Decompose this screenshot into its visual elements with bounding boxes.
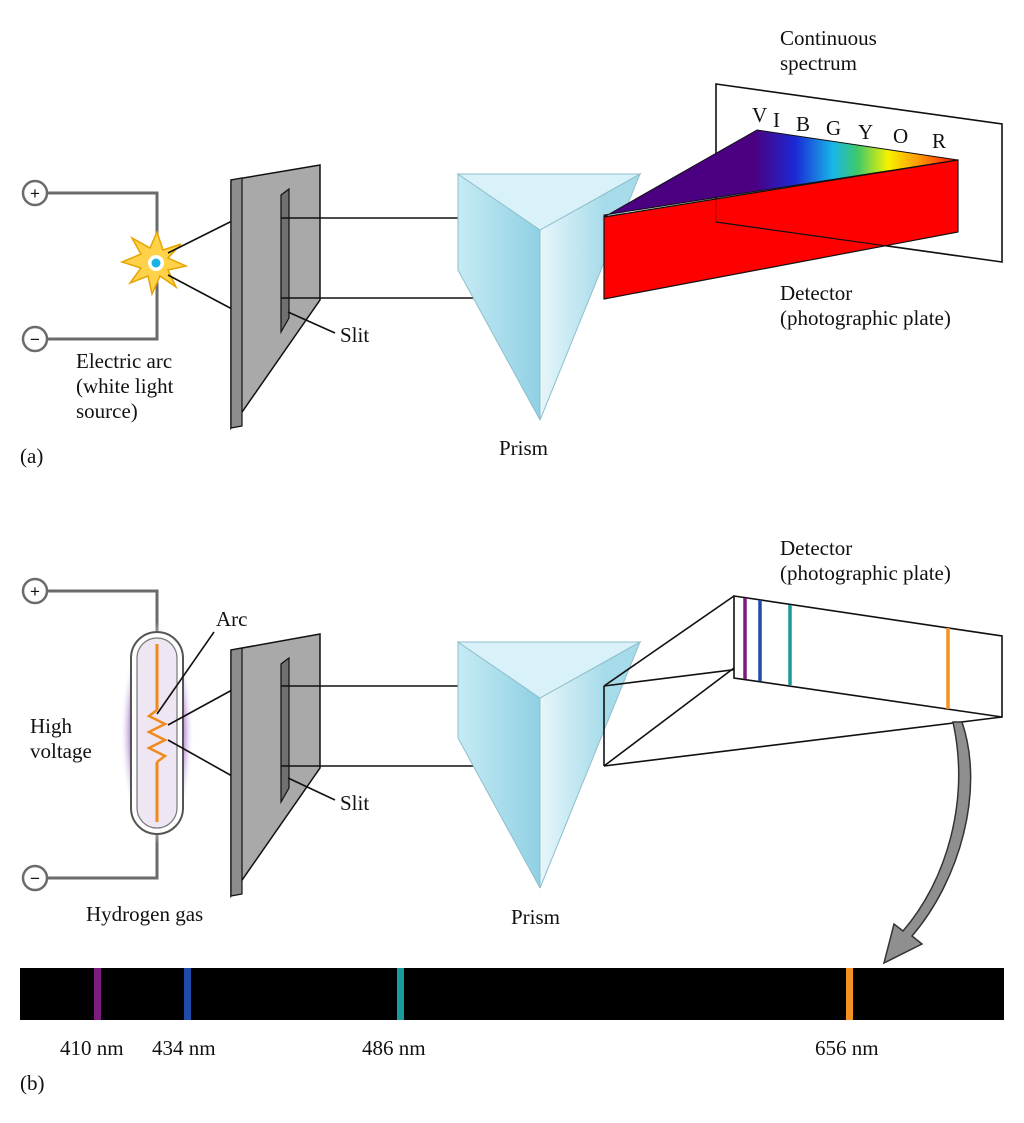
prism-label-b: Prism bbox=[511, 905, 561, 929]
slit-opening bbox=[281, 658, 289, 802]
source-label-line3: source) bbox=[76, 399, 138, 423]
detector-label-a-line1: Detector bbox=[780, 281, 853, 305]
color-letter: G bbox=[826, 116, 842, 140]
wavelength-label: 486 nm bbox=[362, 1036, 426, 1060]
color-letter: O bbox=[893, 124, 909, 148]
electric-arc-icon bbox=[122, 232, 186, 294]
color-letter: R bbox=[932, 129, 947, 153]
wavelength-label: 434 nm bbox=[152, 1036, 216, 1060]
detector-label-b-line2: (photographic plate) bbox=[780, 561, 951, 585]
spectrum-strip bbox=[20, 968, 1004, 1020]
spectrum-label-line1: Continuous bbox=[780, 26, 877, 50]
minus-symbol-b: − bbox=[30, 869, 40, 888]
continuous-spectrum bbox=[604, 130, 958, 299]
voltage-label-line1: High bbox=[30, 714, 72, 738]
detector-label-b-line1: Detector bbox=[780, 536, 853, 560]
beam-line bbox=[168, 221, 232, 253]
prism-label-a: Prism bbox=[499, 436, 549, 460]
spectrum-label-line2: spectrum bbox=[780, 51, 857, 75]
panel-a bbox=[20, 26, 1002, 468]
slit-plate-a bbox=[231, 165, 320, 428]
emission-line-486 bbox=[397, 968, 404, 1020]
slit-label-b: Slit bbox=[340, 791, 370, 815]
hydrogen-tube-icon bbox=[120, 622, 194, 844]
source-label-line2: (white light bbox=[76, 374, 174, 398]
gas-label: Hydrogen gas bbox=[86, 902, 204, 926]
slit-opening bbox=[281, 189, 289, 332]
plus-symbol-a: + bbox=[30, 184, 40, 203]
wavelength-label: 656 nm bbox=[815, 1036, 879, 1060]
voltage-label-line2: voltage bbox=[30, 739, 92, 763]
panel-a-tag: (a) bbox=[20, 444, 44, 468]
plus-symbol-b: + bbox=[30, 582, 40, 601]
color-letter: V bbox=[752, 103, 768, 127]
source-label-line1: Electric arc bbox=[76, 349, 173, 373]
curved-arrow-icon bbox=[884, 722, 971, 963]
emission-line-656 bbox=[846, 968, 853, 1020]
negative-wire-a bbox=[46, 282, 157, 339]
detector-plate-b bbox=[734, 596, 1002, 717]
detector-label-a-line2: (photographic plate) bbox=[780, 306, 951, 330]
wavelength-label: 410 nm bbox=[60, 1036, 124, 1060]
slit-plate-b bbox=[231, 634, 320, 896]
minus-symbol-a: − bbox=[30, 330, 40, 349]
panel-b bbox=[23, 536, 1002, 963]
color-letter: I bbox=[773, 108, 780, 132]
emission-line-410 bbox=[94, 968, 101, 1020]
slit-label-a: Slit bbox=[340, 323, 370, 347]
emission-spectrum bbox=[20, 968, 1004, 1060]
positive-wire-a bbox=[46, 193, 157, 245]
panel-b-tag: (b) bbox=[20, 1071, 45, 1095]
color-letter: B bbox=[796, 112, 811, 136]
color-letter: Y bbox=[858, 120, 874, 144]
emission-line-434 bbox=[184, 968, 191, 1020]
beam-line bbox=[168, 275, 232, 309]
arc-label: Arc bbox=[216, 607, 248, 631]
